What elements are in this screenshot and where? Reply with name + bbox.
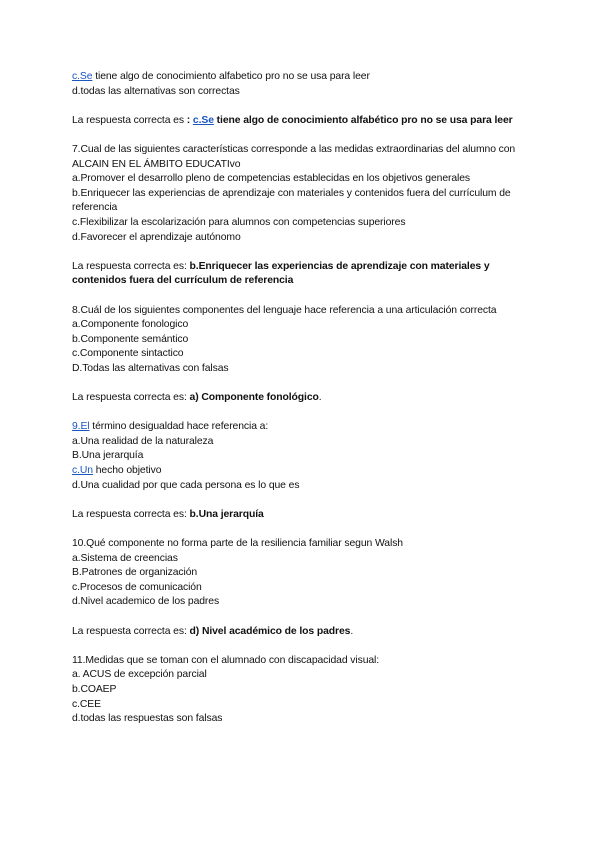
option-d: d.Nivel academico de los padres (72, 596, 220, 608)
answer-colon: : (186, 114, 193, 126)
answer-prefix: La respuesta correcta es: (72, 260, 190, 272)
answer-prefix: La respuesta correcta es: (72, 392, 190, 404)
answer-suffix: . (350, 625, 354, 637)
document-page (72, 70, 542, 727)
question-11: 11.Medidas que se toman con el alumnado con discapacidad visual: (72, 654, 380, 666)
option-c: c.CEE (72, 698, 101, 710)
spacer (72, 522, 542, 537)
option-link[interactable]: c.Un (72, 465, 93, 477)
answer-text: b.Una jerarquía (189, 508, 264, 520)
answer-text: a) Componente fonológico (189, 392, 319, 404)
spacer (72, 376, 542, 391)
spacer (72, 493, 542, 508)
option-a: a.Sistema de creencias (72, 552, 178, 564)
option-d: d.Una cualidad por que cada persona es lo que es (72, 479, 300, 491)
option-a: a.Promover el desarrollo pleno de competencias establecidas en los objetivos generales (72, 173, 471, 185)
spacer (72, 128, 542, 143)
answer-paragraph (72, 625, 542, 640)
spacer (72, 639, 542, 654)
answer-paragraph (72, 260, 542, 289)
spacer (72, 99, 542, 114)
option-b: b.Componente semántico (72, 333, 189, 345)
answer-text: d) Nivel académico de los padres (189, 625, 351, 637)
spacer (72, 610, 542, 625)
answer-paragraph (72, 114, 542, 129)
option-c (72, 464, 542, 479)
answer-text: tiene algo de conocimiento alfabético pro no se usa para leer (213, 114, 513, 126)
question-10: 10.Qué componente no forma parte de la resiliencia familiar segun Walsh (72, 538, 403, 549)
answer-paragraph (72, 508, 542, 523)
spacer (72, 289, 542, 304)
question-link[interactable]: 9.El (72, 421, 90, 433)
option-d: d.todas las respuestas son falsas (72, 713, 223, 725)
answer-paragraph (72, 391, 542, 406)
option-d: d.todas las alternativas son correctas (72, 85, 240, 97)
option-link[interactable]: c.Se (72, 71, 93, 82)
answer-text: b.Enriquecer las experiencias de aprendizaje con materiales y contenidos fuera del currículum de referencia (72, 260, 490, 287)
option-c: c.Flexibilizar la escolarización para alumnos con competencias superiores (72, 216, 406, 228)
option-a: a.Una realidad de la naturaleza (72, 435, 214, 447)
option-d: D.Todas las alternativas con falsas (72, 362, 229, 374)
option-a: a. ACUS de excepción parcial (72, 669, 207, 681)
answer-link[interactable]: c.Se (192, 114, 214, 126)
spacer (72, 245, 542, 260)
option-b: B.Una jerarquía (72, 450, 144, 462)
option-text: tiene algo de conocimiento alfabetico pro no se usa para leer (92, 71, 370, 82)
option-b: b.COAEP (72, 683, 117, 695)
question-8: 8.Cuál de los siguientes componentes del lenguaje hace referencia a una articulación correcta (72, 304, 497, 316)
option-b: b.Enriquecer las experiencias de aprendizaje con materiales y contenidos fuera del currículum de referencia (72, 187, 511, 214)
answer-prefix: La respuesta correcta es: (72, 625, 190, 637)
question-text: término desigualdad hace referencia a: (89, 421, 269, 433)
question-9 (72, 420, 542, 435)
answer-prefix: La respuesta correcta es (72, 114, 187, 126)
answer-prefix: La respuesta correcta es: (72, 508, 190, 520)
option-c: c.Procesos de comunicación (72, 581, 202, 593)
option-c: c.Componente sintactico (72, 348, 184, 360)
spacer (72, 406, 542, 421)
option-text: hecho objetivo (92, 465, 162, 477)
answer-suffix: . (318, 392, 322, 404)
option-b: B.Patrones de organización (72, 567, 198, 579)
option-c (72, 70, 542, 85)
option-d: d.Favorecer el aprendizaje autónomo (72, 231, 241, 243)
option-a: a.Componente fonologico (72, 319, 189, 331)
question-7: 7.Cual de las siguientes características corresponde a las medidas extraordinarias del alumno con ALCAIN EN EL ÁMBITO EDUCATIvo (72, 143, 516, 170)
